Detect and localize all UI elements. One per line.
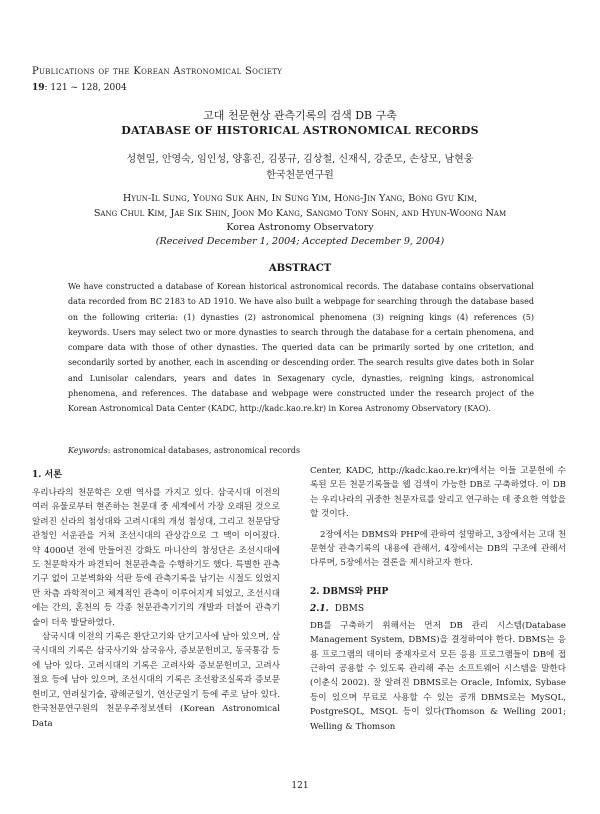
authors-korean: 성현일, 안영숙, 임인성, 양홍진, 김봉규, 김상철, 신재식, 강준모, 손상모, 남현웅 xyxy=(126,154,474,165)
subsection-2-1-number: 2.1. xyxy=(310,603,329,614)
section1-heading: 1. 서론 xyxy=(32,470,62,480)
authors-english-line1: Hyun-Il Sung, Young Suk Ahn, In Sung Yim, Hong-Jin Yang, Bong Gyu Kim, xyxy=(122,193,478,204)
title-korean: 고대 천문현상 관측기록의 검색 DB 구축 xyxy=(203,109,397,122)
issue-line xyxy=(32,83,127,93)
subsection-2-1-title: DBMS xyxy=(334,603,365,614)
keywords-label: Keywords xyxy=(68,446,108,455)
journal-title: Publications of the Korean Astronomical Society xyxy=(32,66,283,77)
abstract-heading: ABSTRACT xyxy=(268,263,332,274)
right-paragraph1: Center, KADC, http://kadc.kao.re.kr)에서는 이들 고문헌에 수록된 모든 천문기록들을 웹 검색이 가능한 DB로 구축하였다. 이 DB는 우리나라의 귀중한 천문자료를 알리고 연구하는 데 중요한 역할을 할 것이다. xyxy=(310,466,566,520)
keywords xyxy=(68,446,534,455)
subsection-2-1-heading xyxy=(310,604,566,614)
section1-paragraph2: 삼국시대 이전의 기록은 환단고기와 단기고사에 남아 있으며, 삼국시대의 기록은 삼국사기와 삼국유사, 증보문헌비고, 동국통감 등에 남아 있다. 고려시대의 기록은 고려사와 증보문헌비고, 고려사절요 등에 남아 있으며, 조선시대의 기록은 조선왕조실록과 증보문헌비고, 연려실기술, 광해군일기, 연산군일기 등에 주로 남아 있다. 한국천문연구원의 천문우주정보센터 (Korean Astronomical Data xyxy=(32,632,280,729)
affiliation-english: Korea Astronomy Observatory xyxy=(226,222,374,233)
affiliation-korean: 한국천문연구원 xyxy=(266,170,334,181)
title-english: DATABASE OF HISTORICAL ASTRONOMICAL RECORDS xyxy=(121,124,479,137)
section1-paragraph1: 우리나라의 천문학은 오랜 역사를 가지고 있다. 삼국시대 이전의 여러 유물로부터 현존하는 천문대 중 세계에서 가장 오래된 것으로 알려진 신라의 첨성대와 고려시대의 개성 첨성대, 그리고 천문담당관청인 서운관을 거쳐 조선시대의 관상감으로 그 맥이 이어졌다. 약 4000년 전에 만들어진 강화도 마니산의 참성단은 조선시대에도 천문학자가 파견되어 천문관측을 수행하기도 했다. 특별한 관측기구 없이 고분벽화와 석판 등에 관측기록을 남기는 시절도 있었지만 차츰 과학적이고 체계적인 관측이 이루어지게 되었고, 조선시대에는 간의, 혼천의 등 각종 천문관측기기의 개발과 더불어 관측기술이 더욱 발달하였다. xyxy=(32,488,280,628)
authors-english-line2: Sang Chul Kim, Jae Sik Shin, Joon Mo Kang, Sangmo Tony Sohn, and Hyun-Woong Nam xyxy=(93,208,507,219)
journal-name xyxy=(32,66,282,77)
right-paragraph3: DB를 구축하기 위해서는 먼저 DB 관리 시스템(Database Management System, DBMS)을 결정하여야 한다. DBMS는 응용 프로그램의 데이터 중재자로서 모든 응용 프로그램들이 DB에 접근하여 공용할 수 있도록 관리해 주는 소프트웨어 시스템을 말한다(이춘식 2002). 잘 알려진 DBMS로는 Oracle, Infomix, Sybase 등이 있으며 무료로 사용할 수 있는 공개 DBMS로는 MySQL, PostgreSQL, MSQL 등이 있다(Thomson & Welling 2001; Welling & Thomson xyxy=(310,620,566,732)
issue-pages: : 121 ~ 128, 2004 xyxy=(44,83,127,93)
right-paragraph2: 2장에서는 DBMS와 PHP에 관하여 설명하고, 3장에서는 고대 천문현상 관측기록의 내용에 관해서, 4장에서는 DB의 구조에 관해서 다루며, 5장에서는 결론을 제시하고자 한다. xyxy=(310,529,566,569)
right-column xyxy=(310,464,566,734)
issue-volume: 19 xyxy=(32,83,45,93)
page-number: 121 xyxy=(291,781,309,791)
abstract-body: We have constructed a database of Korean historical astronomical records. The database contains observational data recorded from BC 2183 to AD 1910. We have also built a webpage for searching through the database based on the following criteria: (1) dynasties (2) astronomical phenomena (3) reigning kings (4) references (5) keywords. Users may select two or more dynasties to search through the database for a certain phenomena, and compare data with those of other dynasties. The queried data can be primarily sorted by one critetion, and secondarily sorted by another, each in ascending or descending order. The search results give dates both in Solar and Lunisolar calendars, years and dates in Sexagenary cycle, dynasties, reigning kings, astronomical phenomena, and references. The database and webpage were constructed under the research project of the Korean Astronomical Data Center (KADC, http://kadc.kao.re.kr) in Korea Astronomy Observatory (KAO). xyxy=(68,282,534,414)
received-dates: (Received December 1, 2004; Accepted December 9, 2004) xyxy=(155,236,445,247)
left-column xyxy=(32,467,280,731)
keywords-list: : astronomical databases, astronomical records xyxy=(107,446,301,455)
section2-heading: 2. DBMS와 PHP xyxy=(310,586,389,597)
